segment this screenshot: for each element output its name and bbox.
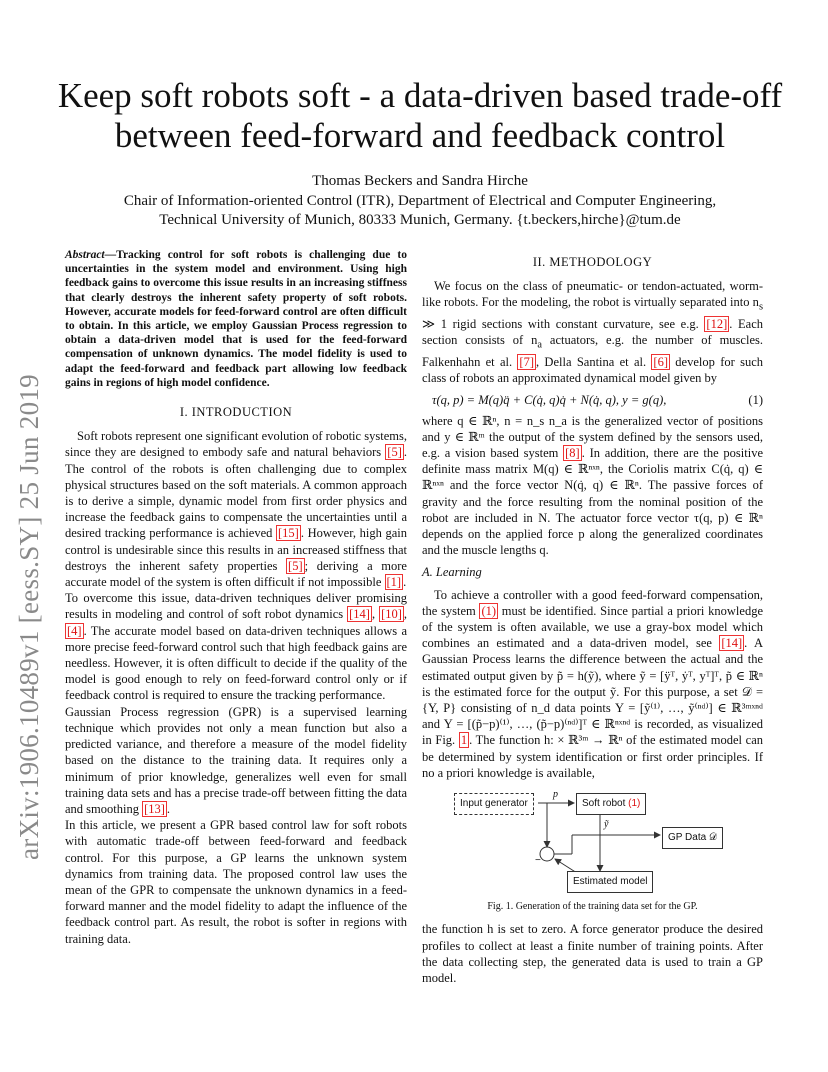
equation-number: (1) bbox=[748, 393, 763, 408]
figure-link[interactable]: 1 bbox=[460, 733, 468, 748]
soft-robot-block: Soft robot (1) bbox=[576, 793, 646, 815]
paper-affiliation bbox=[40, 192, 800, 230]
citation-link[interactable]: [5] bbox=[288, 558, 303, 573]
abstract-text: —Tracking control for soft robots is challenging due to uncertainties in the system model and environment. Using high feedback gains to overcome this issue results in an increasing stiffness that clearly destroys the inherent safety property of soft robots. However, accurate models for feed-forward control are often difficult to obtain. In this article, we employ Gaussian Process regression to obtain a data-driven model that is used for the feed-forward compensation of unknown dynamics. The model fidelity is used to adapt the feed-forward and feedback part allowing low feedback gains in regions of high model confidence. bbox=[65, 249, 407, 389]
citation-link[interactable]: [10] bbox=[381, 607, 402, 622]
intro-paragraph-2: To overcome this issue, data-driven techniques deliver promising results in modeling and control of soft robot dynamics [14] , [10] , [4] . The accurate model based on data-driven techniques allows a more precise feed-forward control such that high feedback gains are needless. However, it is often difficult to decide if the quality of the model is good enough to rely on feed-forward control only or if feedback control is required to ensure the tracking performance. bbox=[65, 591, 408, 703]
summing-junction bbox=[540, 847, 554, 861]
figure-1-diagram bbox=[422, 789, 763, 897]
equation-1 bbox=[432, 392, 763, 408]
citation-link[interactable]: [6] bbox=[653, 355, 668, 370]
citation-link[interactable]: [14] bbox=[349, 607, 370, 622]
input-generator-block: Input generator bbox=[454, 793, 534, 815]
left-column bbox=[65, 248, 407, 947]
citation-link[interactable]: [12] bbox=[706, 317, 728, 332]
method-paragraph-1: We focus on the class of pneumatic- or tendon-actuated, worm-like robots. For the modeling, the robot is virtually separated into $n_s$ ≫ 1 rigid sections with constant curvature, see e.g. [12] . Each section consists of $n_a$ actuators, e.g. the number of muscles. Falkenhahn et al. [7] , Della Santina et al. [6] develop for such class of robots an approximated dynamical model given by bbox=[422, 279, 764, 386]
affiliation-line-1: Chair of Information-oriented Control (ITR), Department of Electrical and Computer Engineering, bbox=[123, 193, 717, 209]
citation-link[interactable]: [13] bbox=[144, 801, 165, 816]
method-paragraph-3: To achieve a controller with a good feed-forward compensation, the system (1) must be identified. Since partial a priori knowledge of the system is often available, we use a gray-box model which combines an estimated and a data-driven model, see [14] . A Gaussian Process learns the difference between the actual and the estimated output given by p̃ = h(ỹ), where ỹ = [ÿᵀ, ẏᵀ, yᵀ]ᵀ, p̃ ∈ ℝⁿ is the estimated force for the output ỹ. For this purpose, a set 𝒟 = {Y, P} consisting of n_d data points Y = [ỹ⁽¹⁾, …, ỹ⁽ⁿᵈ⁾] ∈ ℝ³ᵐˣⁿᵈ and Y = [(p̃−p)⁽¹⁾, …, (p̃−p)⁽ⁿᵈ⁾]ᵀ ∈ ℝⁿˣⁿᵈ is recorded, as visualized in Fig. 1 . The function h: × ℝ³ᵐ → ℝⁿ of the estimated model can be determined by system identification or first order principles. If no a priori knowledge is available, bbox=[422, 587, 763, 780]
affiliation-line-2: Technical University of Munich, 80333 Munich, Germany. {t.beckers,hirche}@tum.de bbox=[159, 212, 681, 228]
label-minus: − bbox=[535, 855, 541, 867]
equation-body: τ(q, p) = M(q)q̈ + C(q̇, q)q̇ + N(q̇, q), y = g(q), bbox=[432, 393, 667, 408]
paper-title: Keep soft robots soft - a data-driven based trade-off between feed-forward and feedback control bbox=[57, 76, 783, 155]
intro-paragraph-4: In this article, we present a GPR based control law for soft robots with automatic trade-off between feed-forward and feedback control. For this purpose, a GP learns the unknown system dynamics from training data. The proposed control law uses the mean of the GPR to compensate the unknown dynamics in a feed-forward manner and the model fidelity to adapt the influence of the feedback control part. As result, the robot is softer in regions with training data. bbox=[65, 818, 407, 946]
citation-link[interactable]: [15] bbox=[278, 526, 299, 541]
abstract bbox=[65, 248, 407, 390]
arxiv-watermark: arXiv:1906.10489v1 [eess.SY] 25 Jun 2019 bbox=[14, 374, 44, 860]
figure-1-caption: Fig. 1. Generation of the training data set for the GP. bbox=[487, 901, 698, 913]
intro-paragraph-1: Soft robots represent one significant evolution of robotic systems, since they are designed to embody safe and natural behaviors [5] . The control of the robots is often challenging due to complex physical structures based on the soft materials. A common approach is to derive a simple, dynamic model from first order physics and increase the feedback gains to compensate the uncertainties until a desired tracking performance is achieved [15] . However, high gain control is undesirable since this results in an increased stiffness that destroys the inherent safety properties [5] ; deriving a more accurate model of the system is often difficult if not impossible [1] . bbox=[65, 429, 407, 590]
citation-link[interactable]: [4] bbox=[67, 623, 82, 638]
right-column bbox=[422, 254, 763, 986]
citation-link[interactable]: [8] bbox=[565, 446, 580, 461]
citation-link[interactable]: [5] bbox=[387, 445, 402, 460]
section-heading-introduction: I. INTRODUCTION bbox=[179, 405, 293, 420]
label-y-tilde: ỹ bbox=[604, 819, 609, 831]
label-p: p bbox=[553, 789, 558, 801]
subsection-heading-learning: A. Learning bbox=[422, 565, 482, 580]
method-paragraph-4: the function h is set to zero. A force generator produce the desired profiles to collect at least a finite number of training points. After the data collecting step, the generated data is used to train a GP model. bbox=[422, 922, 763, 985]
method-paragraph-2: where q ∈ ℝⁿ, n = n_s n_a is the generalized vector of positions and y ∈ ℝᵐ the output of the system defined by the sensors used, e.g. a vision based system [8] . In addition, there are the positive definite mass matrix M(q) ∈ ℝⁿˣⁿ, the Coriolis matrix C(q̇, q) ∈ ℝⁿˣⁿ and the force vector N(q̇, q) ∈ ℝⁿ. The passive forces of gravity and the force resulting from the nominal position of the robot are included in N. The actuator force vector τ(q, p) ∈ ℝⁿ depends on the applied force p along the generalized coordinates and the muscle lengths q. bbox=[422, 413, 763, 558]
gp-data-block: GP Data 𝒟 bbox=[662, 827, 723, 849]
estimated-model-block: Estimated model bbox=[567, 871, 653, 893]
citation-link[interactable]: [1] bbox=[386, 575, 402, 590]
abstract-lead: Abstract bbox=[65, 249, 105, 261]
equation-link[interactable]: (1) bbox=[481, 603, 497, 618]
paper-authors: Thomas Beckers and Sandra Hirche bbox=[312, 173, 528, 189]
citation-link[interactable]: [14] bbox=[721, 636, 743, 651]
section-heading-methodology: II. METHODOLOGY bbox=[532, 255, 653, 269]
intro-paragraph-3: Gaussian Process regression (GPR) is a supervised learning technique which provides not only a mean function but also a predicted variance, and therefore a measure of the model fidelity based on the distance to the training data. It requires only a minimum of prior knowledge, generalizes well even for small training data sets and has a precise trade-off between fitting the data and smoothing [13] . bbox=[65, 704, 407, 816]
citation-link[interactable]: [7] bbox=[519, 355, 534, 370]
